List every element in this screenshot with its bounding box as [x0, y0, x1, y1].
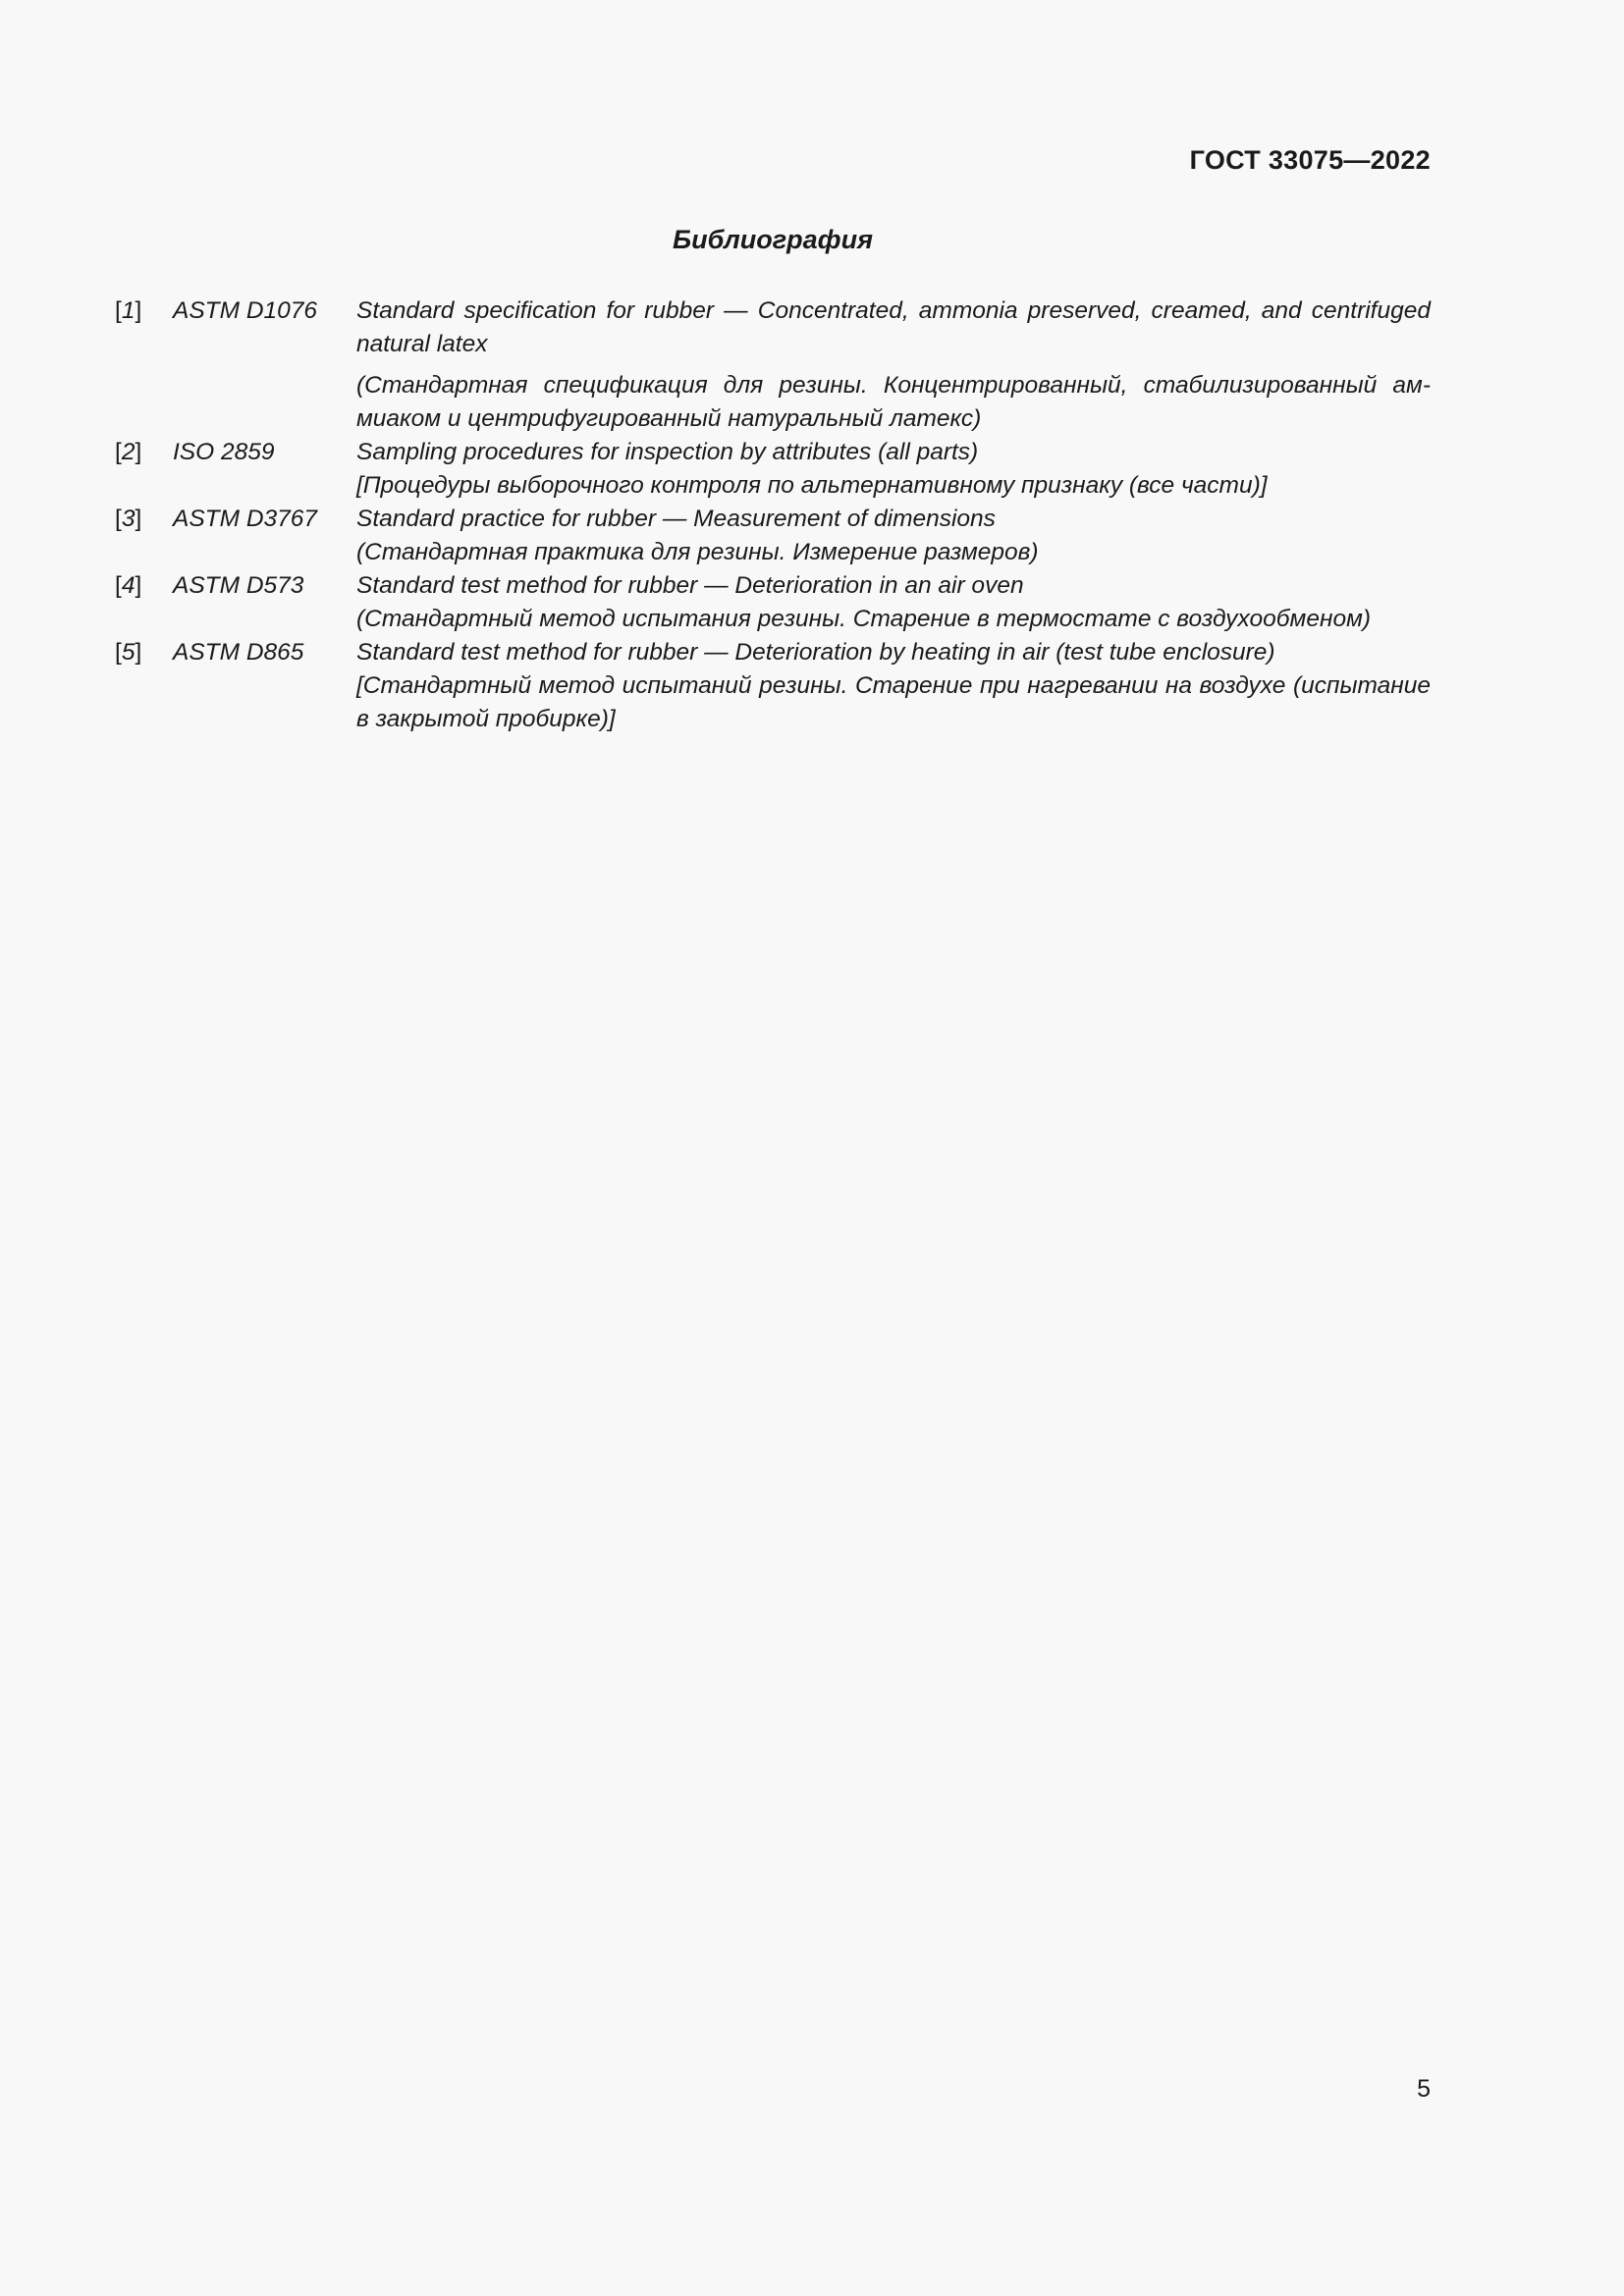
bibliography-entry — [115, 294, 1431, 436]
entry-title-ru: (Стандартная практика для резины. Измерение размеров) — [356, 539, 1039, 565]
entry-text — [356, 636, 1431, 736]
bibliography-list — [115, 294, 1431, 736]
entry-title-ru: (Стандартный метод испытания резины. Старение в термостате с воздухообменом) — [356, 606, 1372, 632]
entry-text — [356, 569, 1431, 636]
bracket-open: [ — [115, 572, 122, 599]
bracket-open: [ — [115, 297, 122, 324]
entry-number-value: 1 — [121, 297, 135, 324]
entry-code: ASTM D3767 — [173, 506, 318, 532]
entry-number-value: 2 — [121, 439, 135, 465]
entry-code: ASTM D573 — [173, 572, 304, 599]
bracket-open: [ — [115, 439, 122, 465]
entry-code: ISO 2859 — [173, 439, 275, 465]
entry-number-value: 5 — [121, 639, 135, 666]
bracket-close: ] — [135, 297, 142, 324]
entry-code: ASTM D1076 — [173, 297, 318, 324]
document-id-header: ГОСТ 33075—2022 — [1189, 145, 1431, 175]
bracket-open: [ — [115, 639, 122, 666]
entry-number — [115, 436, 164, 469]
entry-title-en: Sampling procedures for inspection by attributes (all parts) — [356, 439, 979, 465]
section-title: Библиография — [673, 225, 873, 254]
entry-text — [356, 436, 1431, 503]
entry-number — [115, 569, 164, 603]
bibliography-entry — [115, 636, 1431, 736]
bibliography-entry — [115, 569, 1431, 636]
entry-text — [356, 294, 1431, 436]
entry-number-value: 3 — [121, 506, 135, 532]
entry-title-en: Standard specification for rubber — Concentrated, ammonia preserved, creamed, and centrifuged natural latex — [356, 297, 1431, 357]
bibliography-entry — [115, 503, 1431, 569]
entry-number — [115, 636, 164, 669]
entry-title-ru: [Процедуры выборочного контроля по альтернативному признаку (все части)] — [356, 472, 1268, 499]
entry-title-ru: (Стандартная спецификация для резины. Концентрированный, стабилизированный ам-миаком и центрифугированный натуральный латекс) — [356, 372, 1431, 432]
entry-title-en: Standard test method for rubber — Deterioration in an air oven — [356, 572, 1024, 599]
entry-code: ASTM D865 — [173, 639, 304, 666]
entry-title-en: Standard test method for rubber — Deterioration by heating in air (test tube enclosure) — [356, 639, 1275, 666]
bibliography-entry — [115, 436, 1431, 503]
bracket-close: ] — [135, 506, 142, 532]
entry-text — [356, 503, 1431, 569]
entry-title-en: Standard practice for rubber — Measurement of dimensions — [356, 506, 996, 532]
bracket-close: ] — [135, 439, 142, 465]
page-number: 5 — [1417, 2075, 1431, 2103]
entry-number-value: 4 — [121, 572, 135, 599]
entry-title-ru: [Стандартный метод испытаний резины. Старение при нагревании на воздухе (испытание в закрытой пробирке)] — [356, 672, 1431, 732]
entry-number — [115, 503, 164, 536]
entry-number — [115, 294, 164, 328]
bracket-close: ] — [135, 572, 142, 599]
bracket-open: [ — [115, 506, 122, 532]
bracket-close: ] — [135, 639, 142, 666]
